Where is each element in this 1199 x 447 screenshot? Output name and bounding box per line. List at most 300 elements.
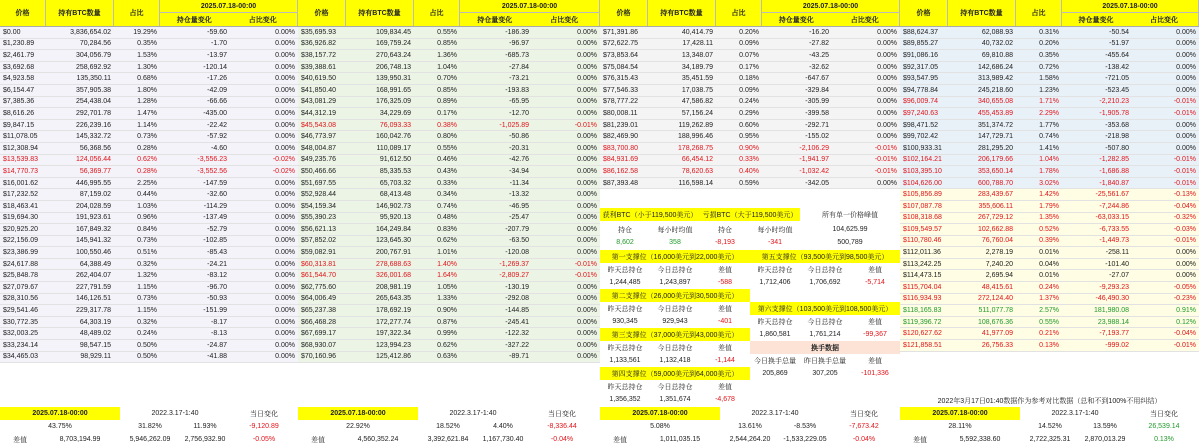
holding-cell: 600,788.70: [977, 179, 1013, 187]
holding-cell: 245,218.60: [977, 86, 1013, 94]
price-cell: $4,923.58: [3, 75, 35, 83]
ratio-cell: 0.55%: [1039, 318, 1059, 326]
ratio-change-cell: 0.00%: [577, 179, 597, 187]
holding-cell: 34,189.79: [681, 63, 713, 71]
ratio-change-cell: 0.00%: [577, 237, 597, 245]
holding-cell: 91,612.50: [379, 156, 411, 164]
price-cell: $7,385.36: [3, 98, 35, 106]
hold-change-cell: -122.32: [505, 330, 529, 338]
profit-hold-value: 8,602: [616, 239, 634, 246]
holding-header: 持有BTC数量: [948, 0, 1016, 26]
hold-change-cell: -101.40: [1105, 260, 1129, 268]
peak-amount: 500,789: [837, 239, 863, 246]
ratio-cell: 0.46%: [437, 156, 457, 164]
loss-avg-value: -341: [767, 239, 782, 246]
loss-hold-value: -8,193: [715, 239, 735, 246]
s2-diff-header: 差值: [718, 305, 732, 313]
price-cell: $112,011.36: [903, 249, 941, 257]
date-header: 2025.07.18-00:00: [1062, 0, 1198, 13]
hold-change-header: 持仓量变化: [477, 16, 513, 24]
ratio-cell: 1.04%: [1039, 156, 1059, 164]
table-row: [298, 108, 600, 120]
table-row: [0, 27, 298, 39]
table-row: [298, 131, 600, 143]
price-block-2: [298, 0, 600, 363]
holding-cell: 98,929.11: [80, 353, 111, 361]
ratio-cell: 0.63%: [437, 353, 457, 361]
s1-diff: -588: [717, 279, 732, 286]
table-row: [298, 259, 600, 271]
table-row: [900, 50, 1199, 62]
ratio-change-cell: 0.00%: [1176, 40, 1196, 48]
table-row: [900, 213, 1199, 225]
ratio-change-cell: 0.00%: [275, 63, 295, 71]
ratio-cell: 0.18%: [739, 75, 759, 83]
holding-cell: 258,692.92: [75, 63, 111, 71]
ratio-cell: 1.37%: [1039, 295, 1059, 303]
ratio-cell: 0.01%: [1039, 249, 1059, 257]
hold-change-cell: -114.29: [203, 202, 227, 210]
holding-cell: 100,550.46: [75, 249, 111, 257]
table-row: [900, 282, 1199, 294]
turnover-diff-header: 差值: [868, 357, 882, 365]
ratio-cell: 0.35%: [137, 40, 157, 48]
price-cell: $115,704.04: [903, 283, 942, 291]
ratio-cell: 0.35%: [1039, 51, 1059, 59]
price-cell: $91,086.16: [903, 51, 939, 59]
hold-change-cell: -435.00: [203, 109, 227, 117]
ratio-cell: 0.73%: [137, 295, 157, 303]
support-5-label: 第五支撑位（93,500美元到98,500美元）: [750, 250, 900, 263]
holding-cell: 254,438.04: [75, 98, 111, 106]
price-cell: $86,162.58: [603, 167, 639, 175]
ratio-change-cell: 0.00%: [877, 179, 897, 187]
table-row: [298, 305, 600, 317]
table-row: [298, 352, 600, 364]
s4-today-header: 今日总持仓: [657, 383, 693, 391]
holding-cell: 85,335.53: [379, 167, 411, 175]
table-row: [0, 270, 298, 282]
s3-today-header: 今日总持仓: [657, 344, 693, 352]
ratio-cell: 1.80%: [137, 86, 157, 94]
table-row: [0, 340, 298, 352]
table-row: [298, 62, 600, 74]
price-header: 价格: [298, 0, 346, 26]
table-row: [298, 50, 600, 62]
table-row: [298, 270, 600, 282]
hold-change-cell: -22.42: [207, 121, 227, 129]
footer-total-x: -1,533,229.05: [783, 436, 827, 443]
hold-change-cell: -63.50: [509, 237, 529, 245]
table-row: [600, 166, 900, 178]
table-row: [298, 328, 600, 340]
price-cell: $20,925.20: [3, 225, 39, 233]
price-cell: $55,390.23: [301, 214, 337, 222]
price-cell: $12,308.94: [3, 144, 39, 152]
ratio-header: 占比: [716, 0, 762, 26]
holding-cell: 167,849.32: [75, 225, 111, 233]
table-row: [0, 317, 298, 329]
holding-cell: 262,404.07: [75, 272, 111, 280]
price-cell: $60,313.81: [301, 260, 337, 268]
table-row: [900, 328, 1199, 340]
footer-total-w: 2,544,264.20: [729, 436, 771, 443]
hold-change-cell: -85.43: [207, 249, 227, 257]
price-cell: $114,473.15: [903, 272, 942, 280]
ratio-change-cell: 0.00%: [577, 144, 597, 152]
ratio-cell: 0.60%: [739, 121, 759, 129]
ratio-cell: 0.72%: [1039, 63, 1059, 71]
price-cell: $82,469.90: [603, 133, 639, 141]
ratio-cell: 0.33%: [739, 156, 759, 164]
turnover-title: 换手数据: [750, 341, 900, 354]
ratio-change-cell: -0.01%: [1173, 341, 1196, 349]
ratio-change-cell: 0.00%: [275, 191, 295, 199]
table-row: [0, 201, 298, 213]
hold-change-cell: -138.42: [1105, 63, 1129, 71]
table-row: [900, 317, 1199, 329]
hold-change-cell: -353.68: [1105, 121, 1129, 129]
price-cell: $80,008.11: [603, 109, 638, 117]
ratio-cell: 0.07%: [739, 51, 759, 59]
table-row: [900, 39, 1199, 51]
hold-change-cell: -2,106.29: [799, 144, 829, 152]
footer-ref-date: 2022.3.17-1:40: [1051, 410, 1099, 417]
price-cell: $54,159.34: [301, 202, 337, 210]
price-block-4: [900, 0, 1199, 352]
table-row: [0, 328, 298, 340]
ratio-change-cell: 0.00%: [275, 28, 295, 36]
hold-change-cell: -523.45: [1105, 86, 1129, 94]
table-row: [298, 39, 600, 51]
price-cell: $48,004.87: [301, 144, 337, 152]
table-row: [0, 305, 298, 317]
price-cell: $59,082.91: [301, 249, 337, 257]
price-cell: $32,003.25: [3, 330, 39, 338]
ratio-cell: 0.51%: [137, 249, 157, 257]
ratio-change-cell: -0.01%: [1173, 237, 1196, 245]
footer-pct-c: -8.53%: [793, 423, 817, 430]
hold-change-cell: 23,988.14: [1097, 318, 1129, 326]
s4-today: 1,351,674: [659, 396, 691, 403]
ratio-cell: 0.50%: [137, 353, 157, 361]
holding-cell: 168,991.65: [375, 86, 411, 94]
holding-cell: 145,941.32: [75, 237, 111, 245]
holding-cell: 169,759.24: [375, 40, 411, 48]
table-row: [900, 305, 1199, 317]
hold-change-cell: -207.79: [505, 225, 529, 233]
footer-pct-c: 13.59%: [1093, 423, 1117, 430]
hold-change-cell: -186.39: [505, 28, 529, 36]
ratio-change-cell: 0.00%: [1176, 249, 1196, 257]
hold-change-cell: -4.60: [211, 144, 227, 152]
ratio-change-cell: 0.00%: [275, 133, 295, 141]
ratio-change-cell: -0.13%: [1173, 191, 1196, 199]
hold-change-cell: -52.79: [207, 225, 227, 233]
ratio-change-cell: 0.00%: [577, 214, 597, 222]
table-row: [0, 85, 298, 97]
price-cell: $39,388.61: [301, 63, 337, 71]
price-header: 价格: [600, 0, 648, 26]
ratio-change-cell: 0.00%: [275, 214, 295, 222]
ratio-change-header: 占比变化: [550, 16, 579, 24]
holding-cell: 147,729.71: [977, 133, 1013, 141]
hold-change-cell: -1,269.37: [499, 260, 529, 268]
hold-change-cell: -193.83: [505, 86, 529, 94]
ratio-cell: 1.41%: [1039, 144, 1059, 152]
table-row: [0, 155, 298, 167]
table-row: [600, 50, 900, 62]
hold-change-cell: -1,840.87: [1099, 179, 1129, 187]
s1-today-header: 今日总持仓: [657, 266, 693, 274]
ratio-change-cell: -0.01%: [574, 272, 597, 280]
price-cell: $103,395.10: [903, 167, 942, 175]
footer-date: 2025.07.18-00:00: [600, 407, 720, 420]
holding-cell: 123,645.30: [375, 237, 411, 245]
ratio-change-cell: 0.00%: [275, 330, 295, 338]
holding-cell: 206,748.13: [375, 63, 411, 71]
single-peak-label: 所有单一价格峰值: [822, 211, 878, 219]
holding-cell: 3,836,654.02: [70, 28, 111, 36]
footer-daily-change: 当日变化: [250, 410, 278, 418]
ratio-cell: 0.09%: [739, 86, 759, 94]
ratio-change-cell: 0.00%: [275, 75, 295, 83]
price-cell: $56,621.13: [301, 225, 337, 233]
table-row: [900, 155, 1199, 167]
hold-change-cell: -57.92: [207, 133, 227, 141]
ratio-cell: 1.32%: [137, 272, 157, 280]
ratio-change-cell: 0.00%: [877, 121, 897, 129]
ratio-change-header: 占比变化: [850, 16, 879, 24]
ratio-cell: 0.24%: [1039, 283, 1059, 291]
ratio-cell: 2.25%: [137, 179, 157, 187]
table-row: [900, 224, 1199, 236]
ratio-cell: 2.29%: [1039, 109, 1059, 117]
hold-change-cell: -51.97: [1109, 40, 1129, 48]
hold-change-cell: -342.05: [805, 179, 829, 187]
price-cell: $67,699.17: [301, 330, 337, 338]
ratio-change-cell: 0.00%: [1176, 133, 1196, 141]
ratio-cell: 1.01%: [437, 249, 457, 257]
price-cell: $22,156.09: [3, 237, 39, 245]
footer-total-v: 8,703,194.99: [59, 436, 101, 443]
hold-change-cell: -50.93: [207, 295, 227, 303]
table-row: [0, 213, 298, 225]
price-cell: $34,465.03: [3, 353, 39, 361]
ratio-cell: 0.29%: [739, 109, 759, 117]
s6-diff: -99,367: [863, 331, 887, 338]
s5-yesterday-header: 昨天总持仓: [757, 266, 793, 274]
support-6-label: 第六支撑位（103,500美元到108,500美元）: [750, 302, 900, 315]
ratio-change-cell: 0.00%: [275, 318, 295, 326]
hold-change-cell: -11.34: [509, 179, 529, 187]
support-5-diff-spacer: [750, 289, 900, 302]
ratio-change-cell: 0.00%: [577, 225, 597, 233]
footer-pct-b: 13.61%: [738, 423, 762, 430]
price-cell: $116,934.93: [903, 295, 942, 303]
ratio-cell: 0.43%: [437, 167, 457, 175]
price-cell: $73,853.64: [603, 51, 639, 59]
footer-pct-a: 22.92%: [346, 423, 370, 430]
hold-change-cell: -2,210.23: [1099, 98, 1129, 106]
hold-change-cell: -20.31: [509, 144, 529, 152]
ratio-cell: 1.40%: [437, 260, 457, 268]
peak-price: 104,625.99: [832, 226, 868, 233]
hold-change-cell: -685.73: [505, 51, 529, 59]
holding-cell: 139,950.31: [375, 75, 411, 83]
s1-today: 1,243,897: [659, 279, 691, 286]
holding-cell: 95,920.13: [379, 214, 411, 222]
holding-cell: 178,692.19: [375, 307, 411, 315]
s6-today: 1,761,214: [809, 331, 841, 338]
ratio-change-cell: 0.00%: [1176, 28, 1196, 36]
holding-cell: 124,056.44: [75, 156, 111, 164]
price-cell: $108,318.68: [903, 214, 942, 222]
footer-date: 2025.07.18-00:00: [0, 407, 120, 420]
holding-cell: 191,923.61: [75, 214, 111, 222]
ratio-change-cell: -0.01%: [874, 167, 897, 175]
ratio-cell: 0.20%: [739, 28, 759, 36]
s4-diff: -4,678: [715, 396, 735, 403]
ratio-change-cell: -0.23%: [1173, 295, 1196, 303]
holding-cell: 40,732.02: [981, 40, 1013, 48]
holding-cell: 340,655.08: [977, 98, 1013, 106]
holding-cell: 204,028.59: [75, 202, 111, 210]
table-row: [900, 120, 1199, 132]
s3-yesterday: 1,133,561: [609, 357, 641, 364]
price-cell: $30,772.35: [3, 318, 39, 326]
ratio-change-cell: 0.91%: [1176, 307, 1196, 315]
table-row: [298, 236, 600, 248]
s5-yesterday: 1,712,406: [759, 279, 791, 286]
holding-cell: 87,159.02: [79, 191, 111, 199]
holding-cell: 357,905.38: [75, 86, 111, 94]
ratio-cell: 0.09%: [739, 40, 759, 48]
ratio-change-cell: -0.01%: [1173, 109, 1196, 117]
holding-cell: 108,676.36: [977, 318, 1013, 326]
footer-pct-y: 0.13%: [1154, 436, 1174, 443]
ratio-change-cell: 0.00%: [577, 40, 597, 48]
holding-header: 持有BTC数量: [648, 0, 716, 26]
hold-change-cell: -46.95: [509, 202, 529, 210]
change-subheaders: [762, 13, 899, 26]
hold-change-cell: -27.07: [1109, 272, 1129, 280]
table-row: [0, 247, 298, 259]
footer-total-w: 2,722,325.31: [1029, 436, 1071, 443]
profit-hold-header: 持仓: [618, 226, 632, 234]
price-cell: $44,312.19: [301, 109, 337, 117]
ratio-cell: 0.89%: [437, 98, 457, 106]
ratio-cell: 0.01%: [1039, 272, 1059, 280]
footer-diff-label: 差值: [913, 436, 927, 444]
ratio-cell: 0.62%: [437, 237, 457, 245]
loss-hold-header: 持仓: [718, 226, 732, 234]
table-row: [900, 236, 1199, 248]
hold-change-cell: -96.97: [509, 40, 529, 48]
holding-cell: 135,350.11: [76, 75, 111, 83]
table-row: [0, 50, 298, 62]
ratio-change-cell: 0.00%: [275, 98, 295, 106]
s3-diff: -1,144: [715, 357, 735, 364]
s4-diff-header: 差值: [718, 383, 732, 391]
ratio-cell: 1.77%: [1039, 121, 1059, 129]
ratio-cell: 1.15%: [137, 307, 157, 315]
table-row: [298, 213, 600, 225]
date-header: 2025.07.18-00:00: [762, 0, 899, 13]
holding-cell: 17,038.75: [681, 86, 713, 94]
ratio-change-cell: 0.00%: [275, 237, 295, 245]
price-cell: $71,391.86: [603, 28, 639, 36]
holding-cell: 146,902.73: [375, 202, 411, 210]
holding-cell: 78,620.63: [681, 167, 713, 175]
holding-cell: 226,239.16: [75, 121, 111, 129]
hold-change-cell: -130.19: [505, 283, 529, 291]
price-cell: $68,930.07: [301, 341, 337, 349]
ratio-change-cell: -0.03%: [1173, 225, 1196, 233]
ratio-header: 占比: [1016, 0, 1062, 26]
hold-change-cell: -292.08: [505, 295, 529, 303]
price-cell: $35,695.93: [301, 28, 337, 36]
change-subheaders: [160, 13, 297, 26]
hold-change-cell: -65.95: [509, 98, 529, 106]
ratio-cell: 0.52%: [1039, 225, 1059, 233]
holding-cell: 2,278.19: [985, 249, 1013, 257]
holding-cell: 270,643.24: [375, 51, 411, 59]
holding-cell: 146,126.51: [75, 295, 111, 303]
table-row: [900, 270, 1199, 282]
table-row: [600, 62, 900, 74]
hold-change-cell: -258.11: [1105, 249, 1129, 257]
holding-cell: 227,791.59: [75, 283, 111, 291]
ratio-cell: 0.74%: [437, 202, 457, 210]
ratio-header: 占比: [114, 0, 160, 26]
support-3-label: 第三支撑位（37,000美元到43,000美元）: [600, 328, 750, 341]
ratio-change-cell: -0.01%: [874, 144, 897, 152]
footer-total-w: 5,946,262.09: [129, 436, 171, 443]
ratio-change-cell: 0.00%: [577, 191, 597, 199]
ratio-cell: 1.58%: [1039, 75, 1059, 83]
footer-ref-date: 2022.3.17-1:40: [151, 410, 199, 417]
hold-change-cell: -1,025.89: [499, 121, 529, 129]
ratio-change-cell: 0.00%: [275, 295, 295, 303]
table-row: [0, 131, 298, 143]
table-row: [600, 27, 900, 39]
holding-cell: 48,415.61: [981, 283, 1013, 291]
ratio-change-cell: 0.00%: [275, 51, 295, 59]
ratio-cell: 0.87%: [437, 318, 457, 326]
holding-cell: 292,701.78: [75, 109, 111, 117]
table-row: [900, 131, 1199, 143]
price-block-3: [600, 0, 900, 189]
holding-cell: 446,995.55: [75, 179, 111, 187]
table-row: [0, 294, 298, 306]
hold-change-cell: -17.26: [207, 75, 227, 83]
holding-cell: 40,414.79: [681, 28, 713, 36]
yesterday-turnover: 307,205: [812, 370, 838, 377]
support-2-label: 第二支撑位（26,000美元到30,500美元）: [600, 289, 750, 302]
price-cell: $107,087.78: [903, 202, 942, 210]
ratio-cell: 0.73%: [137, 237, 157, 245]
ratio-cell: 0.55%: [437, 28, 457, 36]
date-group-header: [762, 0, 900, 26]
ratio-change-cell: -0.01%: [1173, 98, 1196, 106]
ratio-cell: 0.24%: [739, 98, 759, 106]
hold-change-cell: -42.76: [509, 156, 529, 164]
holding-cell: 326,001.68: [375, 272, 411, 280]
ratio-change-cell: 0.00%: [1176, 63, 1196, 71]
table-row: [600, 85, 900, 97]
ratio-change-cell: -0.01%: [874, 156, 897, 164]
